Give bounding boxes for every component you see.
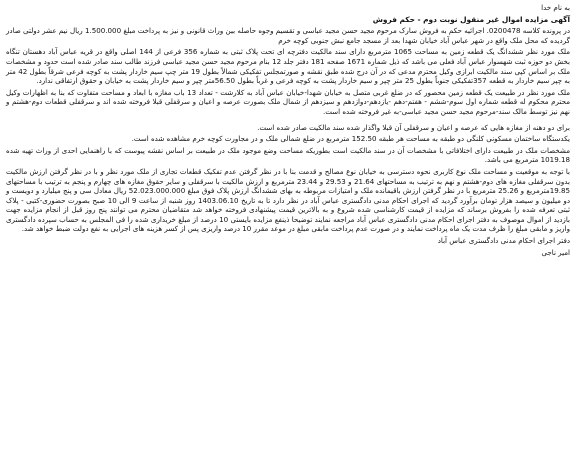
paragraph-shops: ملک مورد نظر در طبیعت یک قطعه زمین محصور که در ضلع غربی متصل به خیابان شهدا-خیابان عباس آباد به کلارشت - تعداد 13 باب مغازه با ابعاد و مساحت متفاوت که بنا به اظهارات وکیل محترم محکوم له قطعه شماره اول سوم-ششم - هفتم-دهم -یازدهم-دوازدهم و سیزدهم از شمال ملک بصورت عرصه و اعیان و سرقفلی قبلا فروخته شده اند و سرقفلی قطعات دوم-هشتم و نهم نیز توسط مالک سند-مرحوم مجید حسن مجید عباسی-به غیر فروخته شده است. (6, 87, 570, 116)
paragraph-building: یکدستگاه ساختمان مسکونی کلنگی دو طبقه به مساحت هر طبقه 152.50 مترمربع در ضلع شمالی ملک و در مجاورت کوچه خرم مشاهده شده است. (131, 134, 570, 144)
paragraph-area-discrepancy: مشخصات ملک در طبیعت دارای اختلافاتی با مشخصات آن در سند مالکیت است بطوریکه مساحت وضع موجود ملک در طبیعت بر اساس نقشه پیوست که با راهنمایی احدی از وراث تهیه شده 1019.18 مترمربع می باشد. (6, 145, 570, 165)
paragraph-valuation-terms: با توجه به موقعیت و مساحت ملک نوع کاربری نحوه دسترسی به خیابان نوع مصالح و قدمت بنا با در نظر گرفتن عدم تفکیک قطعات تجاری از ملک مورد نظر و با در نظر گرفتن ارزش مالکیت بدون سرقفلی مغازه های دوم-هشتم و نهم به ترتیب به مساحتهای 21.64 و 29.53 و 23.44 مترمربع و ارزش مالکیت با سرقفلی و سایر حقوق مغازه های چهارم و پنجم به ترتیب با مساحتهای 19.85مترمربع و 25.26 مترمربع با در نظر گرفتن ارزش باقیمانده ملک و امتیازات مربوطه به بهای ششدانگ ارزش پلاک فوق مبلغ 52.023.000.000 ریال معادل سی و پنج میلیارد و دویست و دو میلیون و سیصد هزار تومان برآورد گردید که اجرای احکام مدنی دادگستری عباس آباد در نظر دارد تا به تاریخ 1403.06.10 روز شنبه از ساعت 9 الی 10 صبح بصورت حضوری-کتبی - پلاک ثبتی تعرفه شده را بفروش برساند که مزایده از قیمت کارشناسی شده شروع و به بالاترین قیمت پیشنهادی فروخته خواهد شد متقاضیان محترم می توانند پنج روز قبل از انجام مزایده جهت بازدید از اموال موصوف به دفتر اجرای احکام مدنی دادگستری عباس آباد مراجعه نمایند توضیحا ذینفع مزایده بایستی 10 درصد از مبلغ خریداری شده را فی المجلس به حساب سپرده دادگستری واریز و مابقی مبلغ را ظرف مدت یک ماه پرداخت نمایند و در صورت عدم پرداخت مابقی مبلغ در موعد مقرر 10 درصد واریزی پس از کسر هزینه های اجرایی به نفع دولت ضبط خواهد شد. (6, 166, 571, 234)
paragraph-case-intro: در پرونده کلاسه 0200478. اجرائیه حکم به فروش سارک مرحوم مجید حسن مجید عباسی و تقسیم وجوه حاصله بین وراث قانونی و نیز به پرداخت مبلغ 1.500.000 ریال نیم عشر دولتی صادر گردیده که محل ملک واقع در شهر عباس آباد خیابان شهدا بعد از مسجد جامع نبش جنوبی کوچه خرم (6, 26, 570, 45)
office-line: دفتر اجرای احکام مدنی دادگستری عباس آباد (437, 236, 570, 246)
signer-name: امیر ناجی (541, 247, 570, 257)
paragraph-property-deed: ملک مورد نظر ششدانگ یک قطعه زمین به مساحت 1065 مترمربع دارای سند مالکیت دفترچه ای تحت پلاک ثبتی به شماره 356 فرعی از 144 اصلی واقع در قریه عباس آباد دهستان تنگاه بخش دو حوزه ثبت شهسوار عباس آباد فعلی می باشد که ذیل شماره 1671 صفحه 181 دفتر جلد 12 بنام مرحوم مجید حسن مجید عباسی فرزند طالب سند صادر شده است حدود و مشخصات ملک بر اساس کپی سند مالکیت ابرازی وکیل محترم مدعی که در آن درج شده طبق نقشه و صورتمجلس تفکیکی شمالاً بطول 19 متر چپ سیم خاردار پشت به کوچه فرعی شرقاً بطول 42 متر به چپر سیم خاردار به قطعه 357تفکیکی جنوباً بطول 25 متر چپر و سیم خاردار پشت به کوچه فرعی و غرباً بطول 56.50متر چپر و سیم خاردار پشت به خیابان و حقوق ارتفاقی ندارد. (6, 47, 571, 86)
bismillah-line: به نام خدا (541, 3, 570, 12)
paragraph-deeds-issued: برای دو دهنه از مغازه هایی که عرصه و اعیان و سرقفلی آن قبلا واگذار شده سند مالکیت صادر شده است. (257, 122, 570, 132)
notice-title: آگهی مزایده اموال غیر منقول نوبت دوم - حکم فروش (372, 14, 570, 24)
